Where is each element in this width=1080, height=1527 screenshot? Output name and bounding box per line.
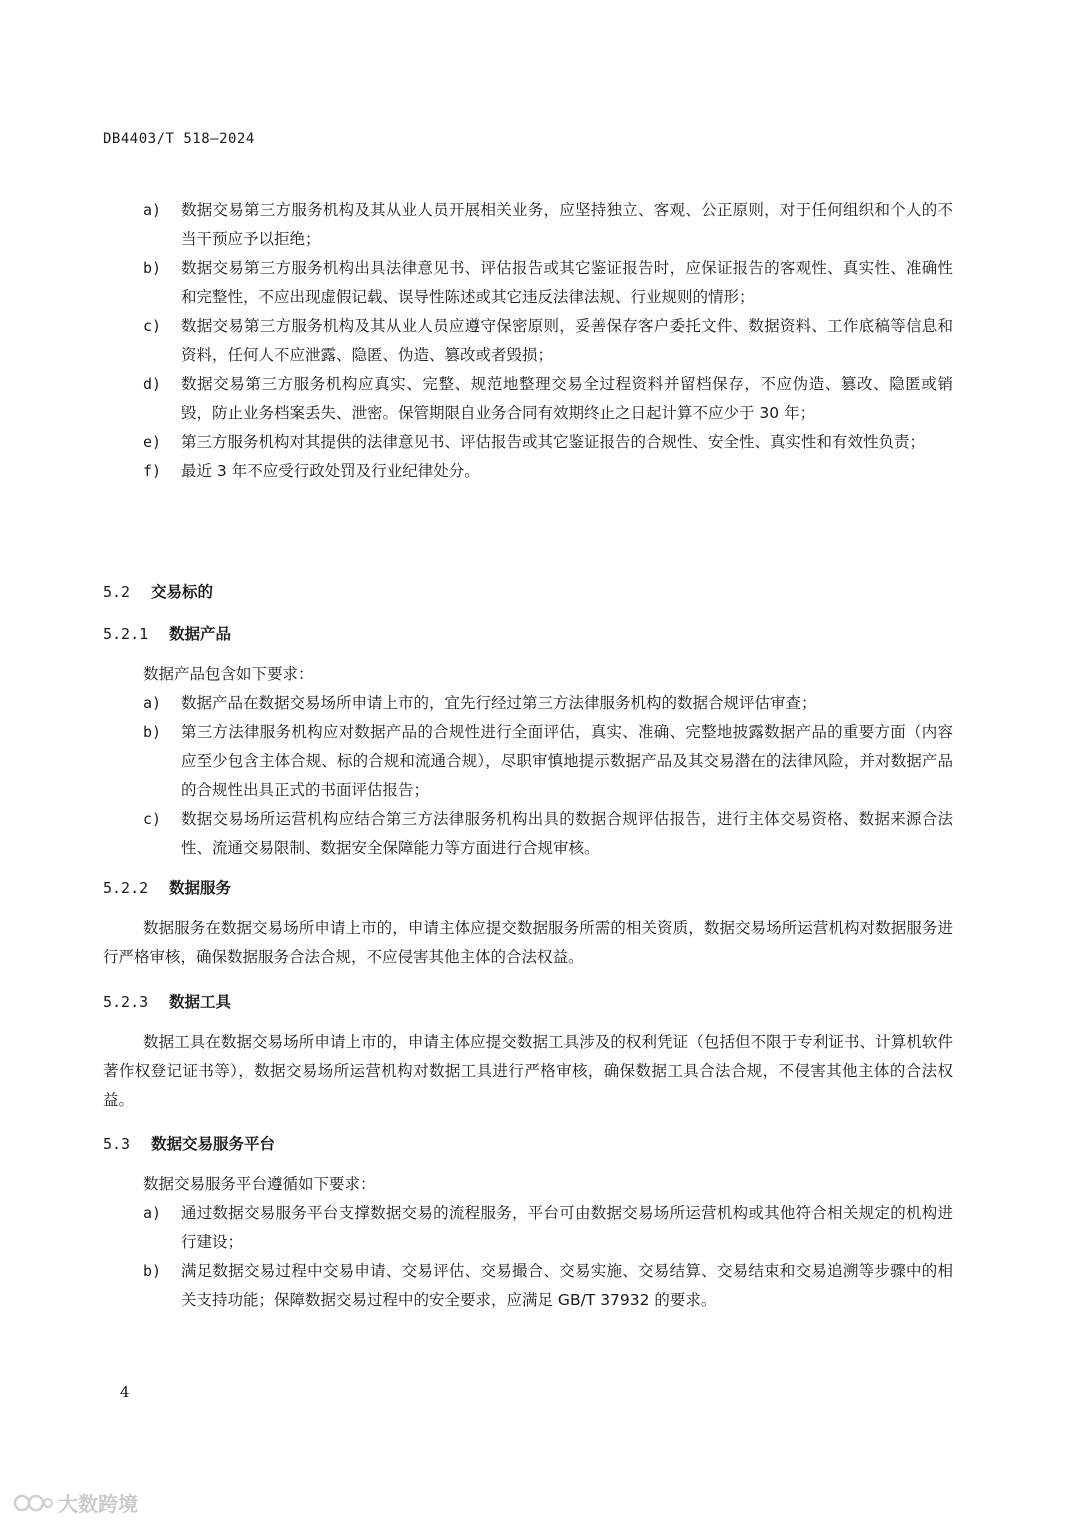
watermark-logo-icon xyxy=(12,1490,54,1516)
section-5-3-body xyxy=(103,1170,953,1315)
list-item: c) 数据交易第三方服务机构及其从业人员应遵守保密原则，妥善保存客户委托文件、数据资料、工作底稿等信息和资料，任何人不应泄露、隐匿、伪造、篡改或者毁损； xyxy=(143,317,953,364)
list-item: a) 数据产品在数据交易场所申请上市的，宜先行经过第三方法律服务机构的数据合规评估审查； xyxy=(143,694,817,712)
watermark-text: 大数跨境 xyxy=(58,1492,138,1516)
list-item: d) 数据交易第三方服务机构应真实、完整、规范地整理交易全过程资料并留档保存，不应伪造、篡改、隐匿或销毁，防止业务档案丢失、泄密。保管期限自业务合同有效期终止之日起计算不应少于 30 年； xyxy=(143,375,953,422)
document-id: DB4403/T 518—2024 xyxy=(103,131,255,147)
list-item: a) 数据交易第三方服务机构及其从业人员开展相关业务，应坚持独立、客观、公正原则，对于任何组织和个人的不当干预应予以拒绝； xyxy=(143,201,953,248)
list-item: c) 数据交易场所运营机构应结合第三方法律服务机构出具的数据合规评估报告，进行主体交易资格、数据来源合法性、流通交易限制、数据安全保障能力等方面进行合规审核。 xyxy=(143,810,953,857)
section-heading-5-3: 5.3 数据交易服务平台 xyxy=(103,1135,276,1153)
section-heading-5-2-3: 5.2.3 数据工具 xyxy=(103,993,232,1011)
section-heading-5-2: 5.2 交易标的 xyxy=(103,583,214,601)
intro-text: 数据交易服务平台遵循如下要求： xyxy=(143,1175,376,1193)
list-item: a) 通过数据交易服务平台支撑数据交易的流程服务，平台可由数据交易场所运营机构或其他符合相关规定的机构进行建设； xyxy=(143,1204,953,1251)
page-number: 4 xyxy=(120,1383,130,1401)
section-5-2-3-text: 数据工具在数据交易场所申请上市的，申请主体应提交数据工具涉及的权利凭证（包括但不限于专利证书、计算机软件著作权登记证书等），数据交易场所运营机构对数据工具进行严格审核，确保数据工具合法合规，不侵害其他主体的合法权益。 xyxy=(103,1033,953,1109)
intro-text: 数据产品包含如下要求： xyxy=(143,665,314,683)
section-5-2-1-body xyxy=(103,660,953,863)
list-item: b) 满足数据交易过程中交易申请、交易评估、交易撮合、交易实施、交易结算、交易结束和交易追溯等步骤中的相关支持功能；保障数据交易过程中的安全要求，应满足 GB/T 37932 的要求。 xyxy=(143,1262,953,1309)
list-item: f) 最近 3 年不应受行政处罚及行业纪律处分。 xyxy=(143,462,480,480)
list-item: e) 第三方服务机构对其提供的法律意见书、评估报告或其它鉴证报告的合规性、安全性、真实性和有效性负责； xyxy=(143,433,926,451)
watermark xyxy=(12,1488,138,1517)
list-item: b) 第三方法律服务机构应对数据产品的合规性进行全面评估，真实、准确、完整地披露数据产品的重要方面（内容应至少包含主体合规、标的合规和流通合规），尽职审慎地提示数据产品及其交易潜在的法律风险，并对数据产品的合规性出具正式的书面评估报告； xyxy=(143,723,953,799)
section-heading-5-2-2: 5.2.2 数据服务 xyxy=(103,879,232,897)
section-5-2-2-text: 数据服务在数据交易场所申请上市的，申请主体应提交数据服务所需的相关资质，数据交易场所运营机构对数据服务进行严格审核，确保数据服务合法合规，不应侵害其他主体的合法权益。 xyxy=(103,919,953,966)
section-heading-5-2-1: 5.2.1 数据产品 xyxy=(103,625,232,643)
requirements-list xyxy=(103,196,953,486)
list-item: b) 数据交易第三方服务机构出具法律意见书、评估报告或其它鉴证报告时，应保证报告的客观性、真实性、准确性和完整性，不应出现虚假记载、误导性陈述或其它违反法律法规、行业规则的情形； xyxy=(143,259,953,306)
